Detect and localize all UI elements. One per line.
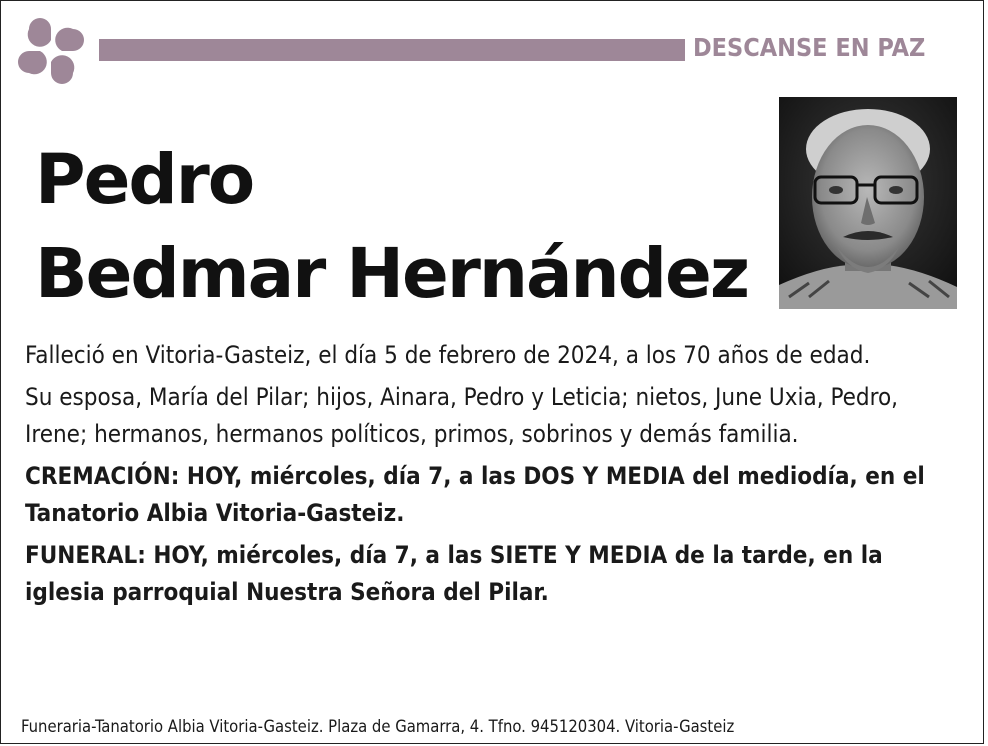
header-divider-bar <box>99 39 685 61</box>
family-list: Su esposa, María del Pilar; hijos, Ainara, Pedro y Leticia; nietos, June Uxia, Pedro, Irene; hermanos, hermanos políticos, primos, sobrinos y demás familia. <box>25 383 899 448</box>
lauburu-icon <box>9 9 93 93</box>
notice-body <box>25 337 965 616</box>
portrait-photo <box>779 97 957 309</box>
first-name: Pedro <box>35 140 254 220</box>
death-notice: Falleció en Vitoria-Gasteiz, el día 5 de febrero de 2024, a los 70 años de edad. <box>25 341 871 369</box>
cremation-details: CREMACIÓN: HOY, miércoles, día 7, a las DOS Y MEDIA del mediodía, en el Tanatorio Albia Vitoria-Gasteiz. <box>25 462 925 527</box>
header-title: DESCANSE EN PAZ <box>693 33 926 62</box>
surnames: Bedmar Hernández <box>35 234 749 314</box>
deceased-name <box>35 133 748 321</box>
funeral-home-footer: Funeraria-Tanatorio Albia Vitoria-Gasteiz. Plaza de Gamarra, 4. Tfno. 945120304. Vitoria-Gasteiz <box>21 717 735 736</box>
funeral-details: FUNERAL: HOY, miércoles, día 7, a las SIETE Y MEDIA de la tarde, en la iglesia parroquial Nuestra Señora del Pilar. <box>25 541 883 606</box>
